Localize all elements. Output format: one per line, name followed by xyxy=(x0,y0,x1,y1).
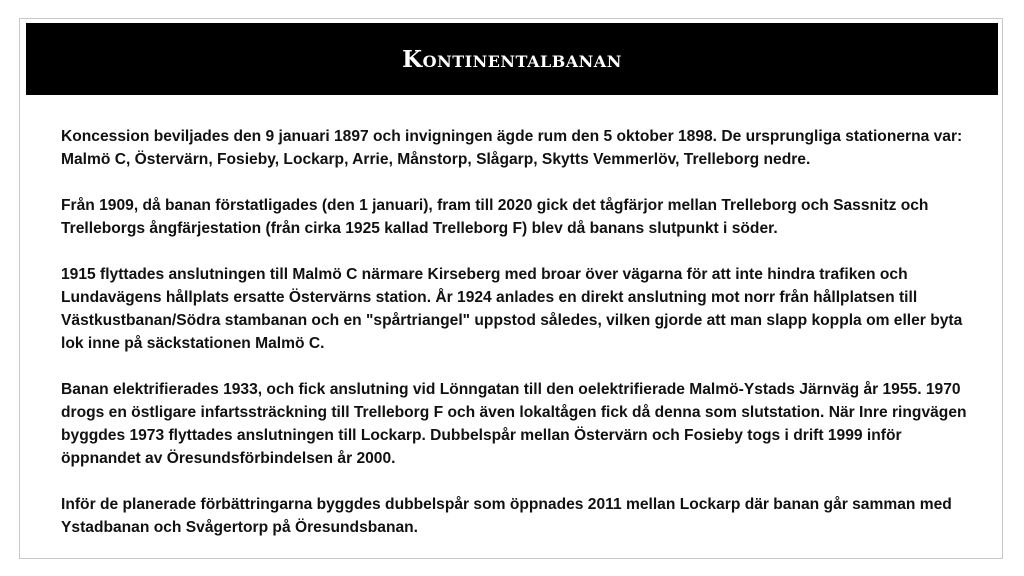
paragraph-electrification: Banan elektrifierades 1933, och fick anslutning vid Lönngatan till den oelektrifierade Malmö-Ystads Järnväg år 1955. 1970 drogs en östligare infartssträckning till Trelleborg F och även lokaltågen fick då denna som slutstation. När Inre ringvägen byggdes 1973 flyttades anslutningen till Lockarp. Dubbelspår mellan Östervärn och Fosieby togs i drift 1999 inför öppnandet av Öresundsförbindelsen år 2000. xyxy=(61,381,967,467)
slide-body xyxy=(61,125,981,562)
title-bar xyxy=(26,23,998,95)
paragraph-kirseberg: 1915 flyttades anslutningen till Malmö C närmare Kirseberg med broar över vägarna för att inte hindra trafiken och Lundavägens hållplats ersatte Östervärns station. År 1924 anlades en direkt anslutning mot norr från hållplatsen till Västkustbanan/Södra stambanan och en "spårtriangel" uppstod således, vilken gjorde att man slapp koppla om eller byta lok inne på säckstationen Malmö C. xyxy=(61,266,963,352)
slide-title: Kontinentalbanan xyxy=(402,45,622,73)
paragraph-double-track: Inför de planerade förbättringarna byggdes dubbelspår som öppnades 2011 mellan Lockarp där banan går samman med Ystadbanan och Svågertorp på Öresundsbanan. xyxy=(61,496,952,536)
slide xyxy=(19,18,1003,559)
paragraph-ferry: Från 1909, då banan förstatligades (den 1 januari), fram till 2020 gick det tågfärjor mellan Trelleborg och Sassnitz och Trelleborgs ångfärjestation (från cirka 1925 kallad Trelleborg F) blev då banans slutpunkt i söder. xyxy=(61,197,929,237)
paragraph-concession: Koncession beviljades den 9 januari 1897 och invigningen ägde rum den 5 oktober 1898. De ursprungliga stationerna var: Malmö C, Östervärn, Fosieby, Lockarp, Arrie, Månstorp, Slågarp, Skytts Vemmerlöv, Trelleborg nedre. xyxy=(61,128,963,168)
